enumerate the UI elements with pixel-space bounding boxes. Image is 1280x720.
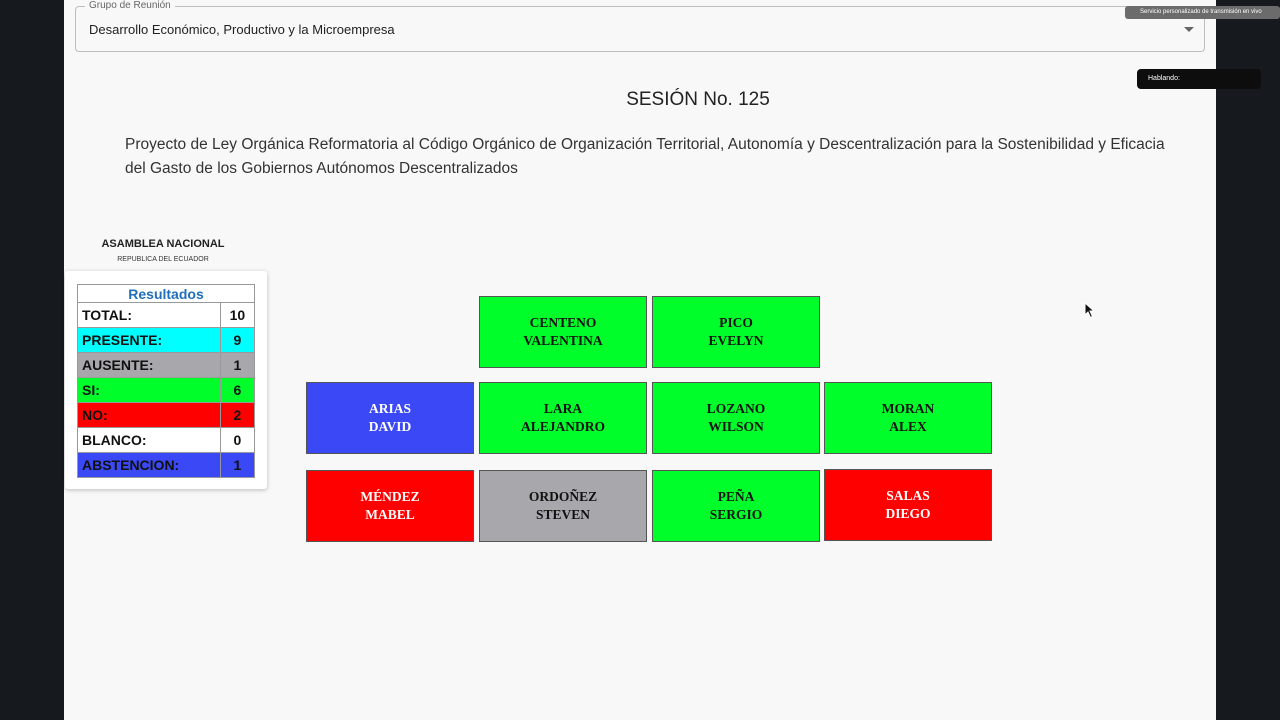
results-label: TOTAL:: [78, 303, 221, 328]
results-label: AUSENTE:: [78, 353, 221, 378]
seat-surname: CENTENO: [529, 315, 597, 330]
seat-given-name: ALEX: [889, 419, 927, 434]
results-label: PRESENTE:: [78, 328, 221, 353]
seat-peña: [652, 470, 820, 542]
seat-given-name: ALEJANDRO: [520, 419, 605, 434]
seat-surname: LOZANO: [706, 401, 766, 416]
project-title: Proyecto de Ley Orgánica Reformatoria al Código Orgánico de Organización Territorial, Autonomía y Descentralización para la Sostenibilidad y Eficacia del Gasto de los Gobiernos Autónomos Descentralizados: [125, 136, 1165, 177]
seat-méndez: [306, 470, 474, 542]
seat-surname: MÉNDEZ: [360, 489, 420, 504]
results-count: 1: [220, 353, 254, 378]
seat-surname: MORAN: [881, 401, 935, 416]
results-count: 1: [220, 453, 254, 478]
speaking-indicator: Hablando:: [1137, 69, 1261, 89]
seat-surname: ORDOÑEZ: [528, 489, 598, 504]
seat-given-name: WILSON: [708, 419, 764, 434]
seat-given-name: SERGIO: [709, 507, 763, 522]
assembly-name: ASAMBLEA NACIONAL: [101, 238, 225, 250]
seat-surname: SALAS: [886, 488, 930, 503]
meeting-group-select[interactable]: [75, 0, 1205, 52]
results-label: NO:: [78, 403, 221, 428]
results-count: 9: [220, 328, 254, 353]
seat-surname: PICO: [719, 315, 753, 330]
results-row: [78, 428, 255, 453]
seat-surname: PEÑA: [717, 489, 755, 504]
seat-arias: [306, 382, 474, 454]
results-label: SI:: [78, 378, 221, 403]
seat-pico: [652, 296, 820, 368]
results-row: [78, 303, 255, 328]
seat-given-name: VALENTINA: [523, 333, 603, 348]
results-row: [78, 453, 255, 478]
results-header: Resultados: [78, 285, 255, 303]
results-table: [77, 284, 255, 478]
results-count: 6: [220, 378, 254, 403]
seat-given-name: DIEGO: [885, 506, 931, 521]
seat-given-name: EVELYN: [708, 333, 764, 348]
mouse-cursor-icon: [1084, 302, 1096, 320]
seat-ordoñez: [479, 470, 647, 542]
results-count: 10: [220, 303, 254, 328]
assembly-subtitle: REPUBLICA DEL ECUADOR: [117, 256, 209, 263]
results-row: [78, 403, 255, 428]
meeting-group-value: Desarrollo Económico, Productivo y la Microempresa: [89, 22, 395, 37]
meeting-group-legend: Grupo de Reunión: [85, 0, 175, 13]
seat-centeno: [479, 296, 647, 368]
seat-salas: [824, 469, 992, 541]
seat-given-name: DAVID: [368, 419, 412, 434]
assembly-logo: [78, 238, 248, 263]
seat-given-name: STEVEN: [535, 507, 591, 522]
seat-surname: LARA: [543, 401, 583, 416]
session-title: SESIÓN No. 125: [626, 89, 770, 110]
results-count: 2: [220, 403, 254, 428]
seat-moran: [824, 382, 992, 454]
live-stream-notice: Servicio personalizado de transmisión en vivo: [1125, 6, 1280, 19]
seat-lara: [479, 382, 647, 454]
results-row: [78, 353, 255, 378]
seat-given-name: MABEL: [365, 507, 415, 522]
results-label: ABSTENCION:: [78, 453, 221, 478]
results-label: BLANCO:: [78, 428, 221, 453]
results-panel: [65, 271, 267, 489]
main-page: [64, 0, 1216, 720]
results-row: [78, 328, 255, 353]
seat-lozano: [652, 382, 820, 454]
results-count: 0: [220, 428, 254, 453]
results-row: [78, 378, 255, 403]
chevron-down-icon[interactable]: [1184, 27, 1194, 32]
seat-surname: ARIAS: [368, 401, 411, 416]
